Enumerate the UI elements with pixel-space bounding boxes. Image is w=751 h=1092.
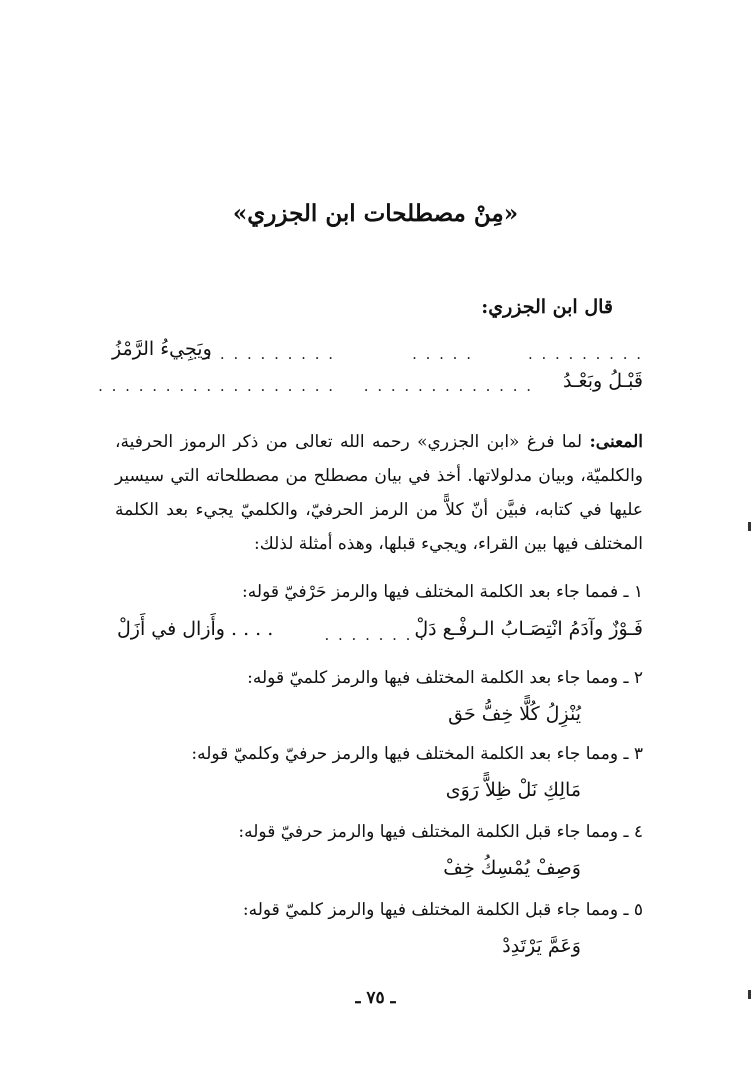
page-number: ـ ٧٥ ـ [355, 988, 396, 1008]
verse-line1-dots-b: . . . . . [412, 345, 473, 363]
list-item-4-example: وَصِفْ يُمْسِكُ خِفْ [443, 857, 581, 879]
verse-line2-dots-b: . . . . . . . . . . . . . . . . . . [98, 377, 335, 395]
list-item-2: ٢ ـ ومما جاء بعد الكلمة المختلف فيها والرمز كلميّ قوله: [247, 668, 643, 688]
explanation-label: المعنى: [589, 432, 644, 452]
list-item-1-example-dots: . . . . . . . . [324, 626, 426, 644]
list-item-5: ٥ ـ ومما جاء قبل الكلمة المختلف فيها والرمز كلميّ قوله: [242, 900, 643, 920]
list-item-3-example: مَالِكِ نَلْ ظِلاًّ رَوَى [445, 779, 581, 801]
verse-line2-start: قَبْـلُ وبَعْـدُ [563, 370, 643, 392]
verse-line1-dots-c: . . . . . . . . . [527, 345, 643, 363]
list-item-5-example: وَعَمَّ يَرْتَدِدْ [502, 935, 581, 957]
explanation-text: لما فرغ «ابن الجزري» رحمه الله تعالى من ذكر الرموز الحرفية، والكلميّة، وبيان مدلولاتها. أخذ في بيان مصطلح من مصطلحاته التي سيسير عليها في كتابه، فبيَّن أنّ كلاًّ من الرمز الحرفيّ، والكلميّ يجيء بعد الكلمة المختلف فيها بين القراء، ويجيء قبلها، وهذه أمثلة لذلك: [115, 432, 643, 554]
explanation-paragraph [115, 425, 643, 561]
section-header: قال ابن الجزري: [481, 296, 613, 318]
list-item-4: ٤ ـ ومما جاء قبل الكلمة المختلف فيها والرمز حرفيّ قوله: [238, 822, 643, 842]
verse-line2-dots-a: . . . . . . . . . . . . . [363, 377, 533, 395]
page-title: «مِنْ مصطلحات ابن الجزري» [232, 200, 519, 227]
list-item-2-example: يُنْزِلُ كُلًّا خِفُّ حَق [448, 703, 581, 725]
verse-line1-dots-a: . . . . . . . . . . . . [179, 345, 335, 363]
list-item-1-example-right: فَـوْزٌ وآدَمُ انْتِصَـابُ الـرفْـع دَلْ [414, 618, 643, 640]
list-item-1-example-left: . . . . وأَزال في أَزَلْ [117, 618, 274, 640]
verse-line1-end: ويَجِيءُ الرَّمْزُ [112, 338, 212, 360]
list-item-3: ٣ ـ ومما جاء بعد الكلمة المختلف فيها والرمز حرفيّ وكلميّ قوله: [191, 744, 643, 764]
list-item-1: ١ ـ فمما جاء بعد الكلمة المختلف فيها والرمز حَرْفيّ قوله: [242, 582, 643, 602]
